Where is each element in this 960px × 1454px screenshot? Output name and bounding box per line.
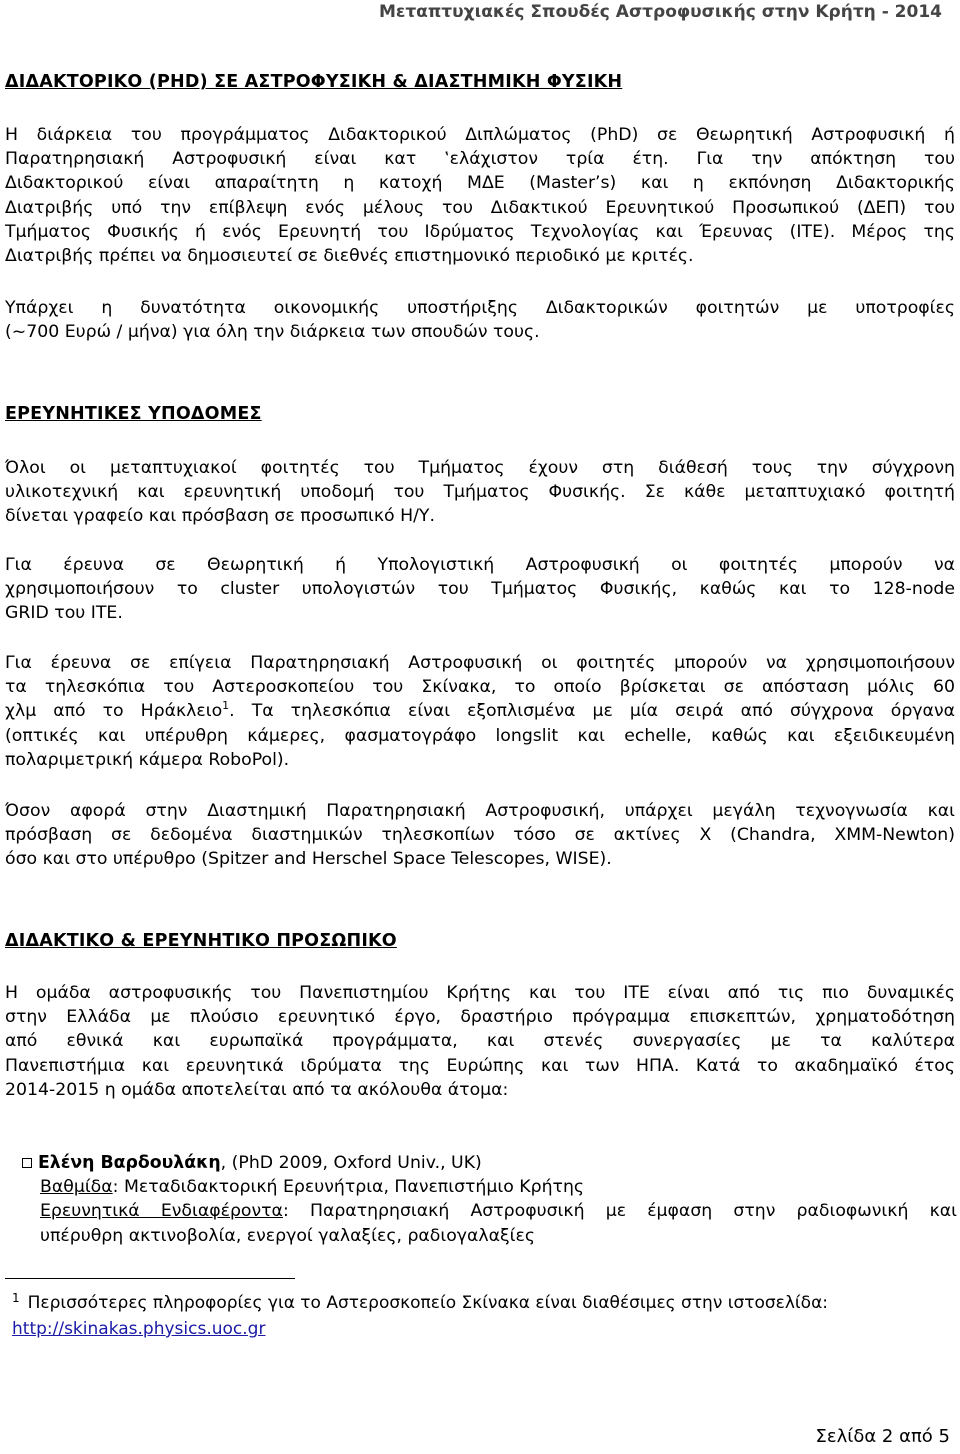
text-line: όσο και στο υπέρυθρο (Spitzer and Herschel Space Telescopes, WISE). bbox=[5, 849, 612, 870]
text-line: από εθνικά και ευρωπαϊκά προγράμματα, και στενές συνεργασίες με τα καλύτερα bbox=[5, 1031, 955, 1052]
staff-interests-label: Ερευνητικά Ενδιαφέροντα bbox=[40, 1201, 283, 1222]
footnote-separator bbox=[5, 1278, 295, 1279]
checkbox-bullet-icon bbox=[22, 1158, 32, 1168]
footnote-reference: 1 bbox=[222, 699, 230, 713]
text-line bbox=[5, 699, 955, 723]
footnote-text-line bbox=[12, 1290, 957, 1316]
text-line: Πανεπιστήμια και ερευνητικά ιδρύματα της Ευρώπης και των ΗΠΑ. Κατά το ακαδημαϊκό έτος bbox=[5, 1055, 955, 1076]
infrastructure-paragraph-computing bbox=[5, 553, 955, 626]
staff-interests-value: : Παρατηρησιακή Αστροφυσική με έμφαση στην ραδιοφωνική και bbox=[282, 1201, 957, 1222]
text-line: Διδακτορικού είναι απαραίτητη η κατοχή ΜΔΕ (Master’s) και η εκπόνηση Διδακτορικής bbox=[5, 173, 955, 194]
footnote bbox=[12, 1290, 957, 1342]
text-line bbox=[40, 1199, 957, 1223]
staff-rank-row bbox=[22, 1175, 957, 1199]
section-heading-staff: ΔΙΔΑΚΤΙΚΟ & ΕΡΕΥΝΗΤΙΚΟ ΠΡΟΣΩΠΙΚΟ bbox=[5, 931, 397, 951]
text-line: Όλοι οι μεταπτυχιακοί φοιτητές του Τμήματος έχουν στη διάθεσή τους την σύγχρονη bbox=[5, 458, 955, 478]
staff-interests-row bbox=[22, 1199, 957, 1247]
staff-list-item bbox=[22, 1151, 957, 1248]
text-line: πολαριμετρική κάμερα RoboPol). bbox=[5, 749, 290, 770]
text-line: Παρατηρησιακή Αστροφυσική είναι κατ ‛ελάχιστον τρία έτη. Για την απόκτηση του bbox=[5, 149, 955, 170]
staff-degree: , (PhD 2009, Oxford Univ., UK) bbox=[220, 1153, 482, 1173]
text-line: τα τηλεσκόπια του Αστεροσκοπείου του Σκίνακα, το οποίο βρίσκεται σε απόσταση μόλις 60 bbox=[5, 677, 955, 698]
text-line: υλικοτεχνική και ερευνητική υποδομή του Τμήματος Φυσικής. Σε κάθε μεταπτυχιακό φοιτητή bbox=[5, 482, 955, 503]
text-line: Όσον αφορά στην Διαστημική Παρατηρησιακή Αστροφυσική, υπάρχει μεγάλη τεχνογνωσία και bbox=[5, 801, 955, 821]
footnote-text: Περισσότερες πληροφορίες για το Αστεροσκοπείο Σκίνακα είναι διαθέσιμες στην ιστοσελίδα: bbox=[27, 1293, 829, 1313]
text-line: GRID του ΙΤΕ. bbox=[5, 603, 123, 624]
text-line: Τμήματος Φυσικής ή ενός Ερευνητή του Ιδρύματος Τεχνολογίας και Έρευνας (ΙΤΕ). Μέρος της bbox=[5, 221, 955, 242]
text-line: Η διάρκεια του προγράμματος Διδακτορικού Διπλώματος (PhD) σε Θεωρητική Αστροφυσική ή bbox=[5, 125, 955, 145]
staff-name: Ελένη Βαρδουλάκη bbox=[38, 1153, 221, 1173]
text-line: υπέρυθρη ακτινοβολία, ενεργοί γαλαξίες, ραδιογαλαξίες bbox=[40, 1225, 536, 1246]
text-line: Για έρευνα σε επίγεια Παρατηρησιακή Αστροφυσική οι φοιτητές μπορούν να χρησιμοποιήσουν bbox=[5, 653, 955, 673]
text-line: (~700 Ευρώ / μήνα) για όλη την διάρκεια των σπουδών τους. bbox=[5, 322, 540, 343]
text-line: (οπτικές και υπέρυθρη κάμερες, φασματογράφο longslit και echelle, καθώς και εξειδικευμένη bbox=[5, 725, 955, 746]
staff-name-row bbox=[22, 1151, 957, 1175]
section-heading-phd: ΔΙΔΑΚΤΟΡΙΚΟ (PHD) ΣΕ ΑΣΤΡΟΦΥΣΙΚΗ & ΔΙΑΣΤΗΜΙΚΗ ΦΥΣΙΚΗ bbox=[5, 72, 623, 92]
staff-rank-value: : Μεταδιδακτορική Ερευνήτρια, Πανεπιστήμιο Κρήτης bbox=[112, 1177, 585, 1198]
text-line: δίνεται γραφείο και πρόσβαση σε προσωπικό Η/Υ. bbox=[5, 506, 435, 527]
infrastructure-paragraph-telescopes bbox=[5, 651, 955, 772]
text-line: Υπάρχει η δυνατότητα οικονομικής υποστήριξης Διδακτορικών φοιτητών με υποτροφίες bbox=[5, 298, 955, 318]
infrastructure-paragraph-space bbox=[5, 799, 955, 872]
running-header: Μεταπτυχιακές Σπουδές Αστροφυσικής στην Κρήτη - 2014 bbox=[378, 2, 942, 22]
text-line: πρόσβαση σε δεδομένα διαστημικών τηλεσκοπίων τόσο σε ακτίνες Χ (Chandra, XMM-Newton) bbox=[5, 825, 955, 846]
phd-paragraph-duration bbox=[5, 123, 955, 268]
skinakas-link[interactable]: http://skinakas.physics.uoc.gr bbox=[12, 1319, 266, 1339]
page-number: Σελίδα 2 από 5 bbox=[815, 1426, 950, 1447]
footnote-number: 1 bbox=[12, 1291, 20, 1305]
section-heading-infrastructure: ΕΡΕΥΝΗΤΙΚΕΣ ΥΠΟΔΟΜΕΣ bbox=[5, 404, 262, 424]
text-fragment: χλμ από το Ηράκλειο bbox=[5, 701, 223, 722]
text-line: Διατριβής πρέπει να δημοσιευτεί σε διεθνές επιστημονικό περιοδικό με κριτές. bbox=[5, 246, 694, 267]
text-line: στην Ελλάδα με πλούσιο ερευνητικό έργο, δραστήριο πρόγραμμα επισκεπτών, χρηματοδότηση bbox=[5, 1007, 955, 1028]
text-line: Για έρευνα σε Θεωρητική ή Υπολογιστική Αστροφυσική οι φοιτητές μπορούν να bbox=[5, 555, 955, 575]
text-line: Η ομάδα αστροφυσικής του Πανεπιστημίου Κρήτης και του ΙΤΕ είναι από τις πιο δυναμικές bbox=[5, 983, 955, 1003]
staff-paragraph-intro bbox=[5, 981, 955, 1102]
text-line: 2014-2015 η ομάδα αποτελείται από τα ακόλουθα άτομα: bbox=[5, 1079, 509, 1100]
text-line: Διατριβής υπό την επίβλεψη ενός μέλους του Διδακτικού Ερευνητικού Προσωπικού (ΔΕΠ) του bbox=[5, 197, 955, 218]
phd-paragraph-scholarships bbox=[5, 296, 955, 344]
text-line: χρησιμοποιήσουν το cluster υπολογιστών του Τμήματος Φυσικής, καθώς και το 128-node bbox=[5, 579, 955, 600]
text-fragment: . Τα τηλεσκόπια είναι εξοπλισμένα με μία σειρά από σύγχρονα όργανα bbox=[229, 701, 955, 722]
infrastructure-paragraph-general bbox=[5, 456, 955, 529]
staff-rank-label: Βαθμίδα bbox=[40, 1177, 113, 1198]
